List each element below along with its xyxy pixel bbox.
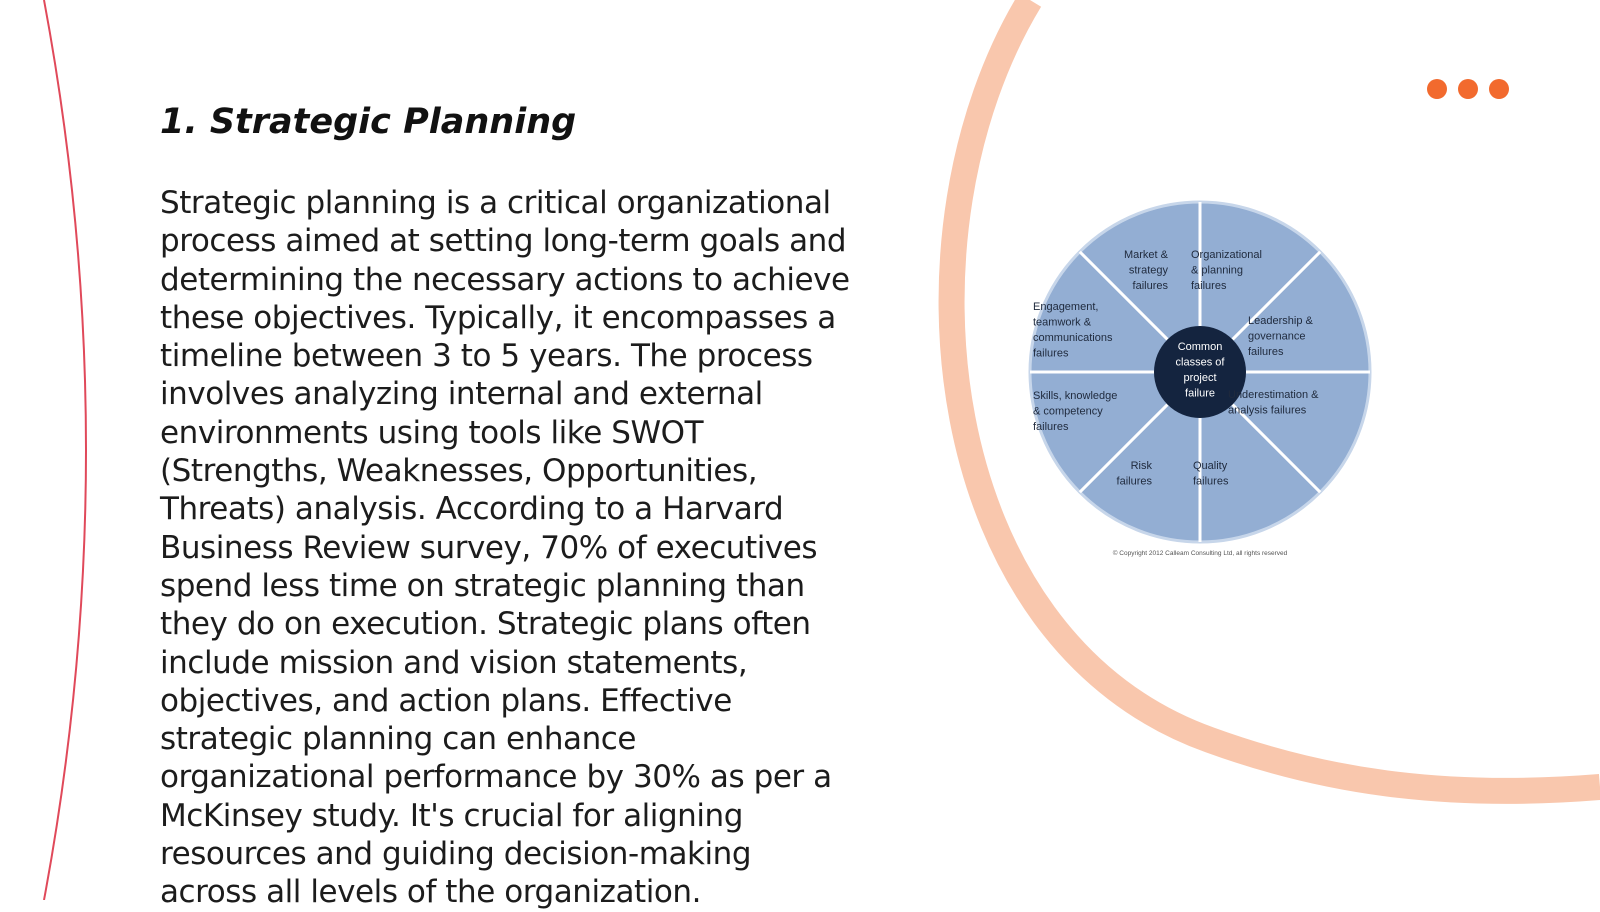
wheel-segment-line: Quality (1193, 460, 1228, 472)
wheel-segment-line: Engagement, (1033, 301, 1099, 313)
wheel-segment-line: failures (1033, 421, 1069, 433)
wheel-segment-line: governance (1248, 330, 1306, 343)
slide-title: 1. Strategic Planning (160, 102, 577, 142)
wheel-center-label: classes of (1175, 356, 1225, 369)
wheel-segment-line: failures (1191, 280, 1227, 292)
wheel-center-label: project (1183, 372, 1217, 384)
wheel-segment-line: failures (1193, 475, 1229, 488)
wheel-segment-line: & competency (1033, 405, 1103, 418)
dot-icon (1458, 79, 1478, 99)
project-failure-wheel (1000, 192, 1400, 572)
dot-icon (1489, 79, 1509, 99)
wheel-segment-line: Underestimation & (1228, 389, 1319, 401)
wheel-copyright: © Copyright 2012 Calleam Consulting Ltd, all rights reserved (1112, 550, 1288, 557)
wheel-segment-line: Organizational (1191, 249, 1262, 261)
wheel-segment-line: failures (1116, 475, 1152, 488)
left-curve-line (44, 0, 86, 900)
dot-icon (1427, 79, 1447, 99)
slide-body-text: Strategic planning is a critical organizational process aimed at setting long-term goals and determining the necessary actions to achieve these objectives. Typically, it encompasses a timeline between 3 to 5 years. The process involves analyzing internal and external environments using tools like SWOT (Strengths, Weaknesses, Opportunities, Threats) analysis. According to a Harvard Business Review survey, 70% of executives spend less time on strategic planning than they do on execution. Strategic plans often include mission and vision statements, objectives, and action plans. Effective strategic planning can enhance organizational performance by 30% as per a McKinsey study. It's crucial for aligning resources and guiding decision-making across all levels of the organization. (160, 185, 850, 911)
wheel-segment-line: analysis failures (1228, 404, 1307, 417)
wheel-segment-line: strategy (1128, 264, 1168, 277)
wheel-segment-line: Market & (1123, 249, 1168, 261)
wheel-segment-line: failures (1132, 280, 1168, 292)
wheel-segment-line: & planning (1191, 264, 1243, 277)
wheel-segment-line: teamwork & (1033, 316, 1092, 329)
wheel-segment-line: failures (1033, 347, 1069, 360)
wheel-center-label: Common (1177, 341, 1223, 353)
menu-dots[interactable] (1427, 79, 1509, 99)
wheel-segment-line: communications (1033, 332, 1113, 344)
wheel-segment-line: Leadership & (1248, 315, 1313, 327)
wheel-segment-line: Skills, knowledge (1033, 390, 1118, 402)
wheel-segment-line: failures (1248, 346, 1284, 358)
wheel-center-label: failure (1185, 387, 1215, 400)
wheel-segment-line: Risk (1130, 460, 1152, 472)
